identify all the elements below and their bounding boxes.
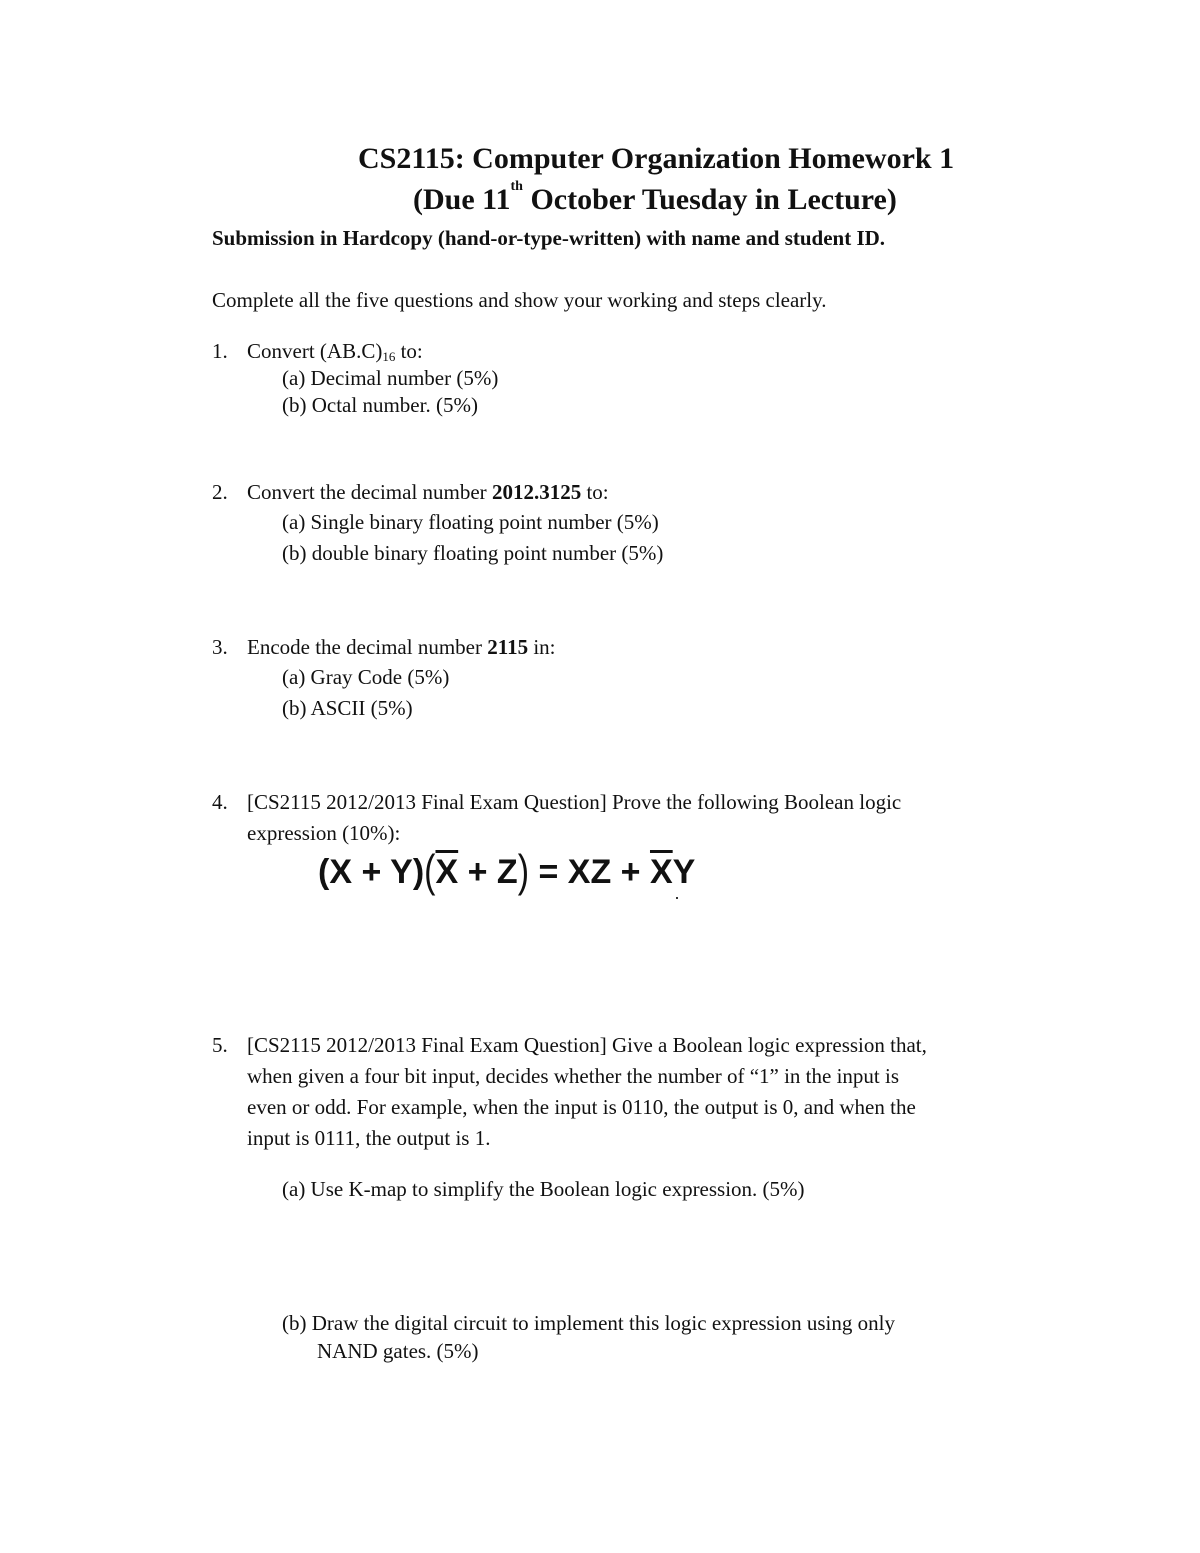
- due-date-line: (Due 11th October Tuesday in Lecture): [413, 179, 897, 216]
- question-number: 1.: [212, 339, 228, 363]
- question-2b: (b) double binary floating point number (5%): [282, 541, 664, 565]
- equation-paren: (: [318, 853, 330, 891]
- question-number: 2.: [212, 480, 228, 504]
- question-1b: (b) Octal number. (5%): [282, 393, 478, 417]
- question-number: 3.: [212, 635, 228, 659]
- page-title: CS2115: Computer Organization Homework 1: [358, 142, 955, 175]
- question-5b-line1: (b) Draw the digital circuit to implement this logic expression using only: [282, 1311, 895, 1335]
- question-5-line1: [CS2115 2012/2013 Final Exam Question] Give a Boolean logic expression that,: [247, 1033, 927, 1057]
- question-4-line1: [CS2115 2012/2013 Final Exam Question] Prove the following Boolean logic: [247, 790, 902, 814]
- question-3a: (a) Gray Code (5%): [282, 665, 450, 689]
- question-5a: (a) Use K-map to simplify the Boolean logic expression. (5%): [282, 1177, 805, 1201]
- question-1-text: Convert $(AB.C)_{16}$ to:: [247, 339, 423, 364]
- question-1a: (a) Decimal number (5%): [282, 366, 499, 390]
- question-3-text: Encode the decimal number 2115 in:: [247, 635, 556, 659]
- equation-paren: ): [412, 853, 425, 891]
- question-5-line4: input is 0111, the output is 1.: [247, 1126, 491, 1150]
- submission-note: Submission in Hardcopy (hand-or-type-written) with name and student ID.: [212, 226, 886, 250]
- question-2a: (a) Single binary floating point number (5%): [282, 510, 659, 534]
- question-5-line2: when given a four bit input, decides whether the number of “1” in the input is: [247, 1064, 899, 1088]
- question-number: 5.: [212, 1033, 228, 1057]
- question-5b-line2: NAND gates. (5%): [317, 1339, 479, 1363]
- question-3b: (b) ASCII (5%): [282, 696, 413, 720]
- question-5-line3: even or odd. For example, when the input is 0110, the output is 0, and when the: [247, 1095, 916, 1119]
- equation-paren: ): [517, 847, 530, 897]
- question-4-line2: expression (10%):: [247, 821, 401, 845]
- question-2-text: Convert the decimal number 2012.3125 to:: [247, 480, 609, 504]
- equation-paren: (: [424, 847, 436, 897]
- boolean-equation: $(X + Y)(\overline{X} + Z)$ = XZ + $\overline{X}Y$: [318, 847, 696, 897]
- question-number: 4.: [212, 790, 228, 814]
- intro-text: Complete all the five questions and show your working and steps clearly.: [212, 288, 827, 312]
- stray-mark: [676, 897, 678, 899]
